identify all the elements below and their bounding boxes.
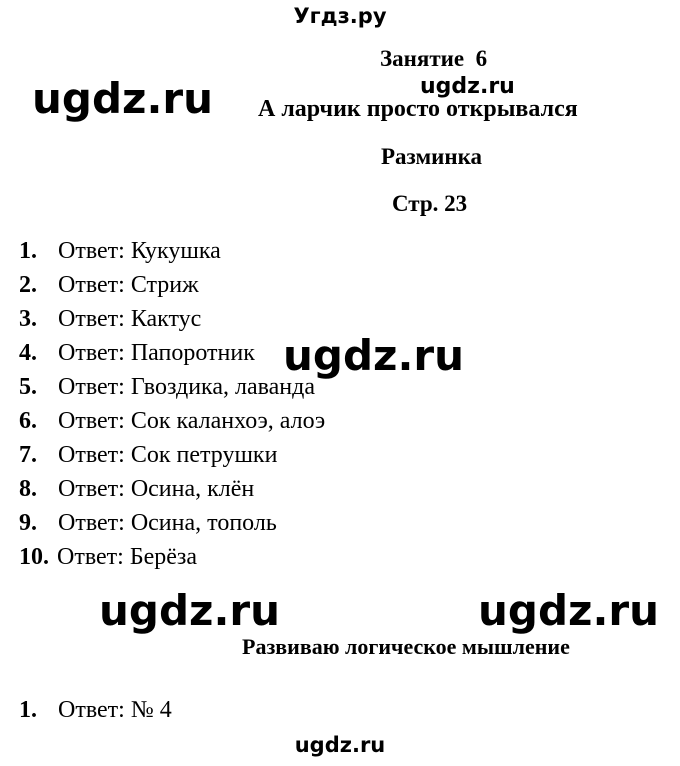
- item-number: 5.: [19, 374, 37, 400]
- watermark: ugdz.ru: [99, 586, 281, 635]
- list-item: [19, 540, 325, 574]
- answer-text: Ответ: Стриж: [58, 272, 199, 298]
- answer-text: Ответ: Сок каланхоэ, алоэ: [58, 408, 326, 434]
- list-item: [19, 336, 325, 370]
- item-number: 8.: [19, 476, 37, 502]
- item-number: 3.: [19, 306, 37, 332]
- item-number: 1.: [19, 238, 37, 264]
- item-number: 2.: [19, 272, 37, 298]
- logic-answer-item: [19, 693, 172, 727]
- answer-text: Ответ: Берёза: [57, 544, 198, 570]
- list-item: [19, 404, 325, 438]
- answer-text: Ответ: Сок петрушки: [58, 442, 278, 468]
- item-number: 4.: [19, 340, 37, 366]
- site-header: Угдз.ру: [293, 4, 387, 28]
- warmup-answer-list: [19, 234, 325, 574]
- answer-text: Ответ: Папоротник: [58, 340, 255, 366]
- lesson-subtitle: А ларчик просто открывался: [258, 96, 578, 122]
- lesson-title: Занятие 6: [380, 46, 488, 71]
- watermark: ugdz.ru: [420, 74, 515, 99]
- list-item: [19, 234, 325, 268]
- answer-text: Ответ: Гвоздика, лаванда: [58, 374, 316, 400]
- logic-heading: Развиваю логическое мышление: [242, 634, 570, 659]
- item-number: 7.: [19, 442, 37, 468]
- watermark: ugdz.ru: [478, 586, 660, 635]
- list-item: [19, 302, 325, 336]
- answer-text: Ответ: Кукушка: [58, 238, 221, 264]
- answer-text: Ответ: № 4: [58, 697, 172, 723]
- list-item: [19, 506, 325, 540]
- item-number: 10.: [19, 544, 49, 570]
- site-footer: ugdz.ru: [294, 733, 386, 757]
- page-reference: Стр. 23: [392, 191, 468, 216]
- list-item: [19, 438, 325, 472]
- answer-text: Ответ: Осина, клён: [58, 476, 255, 502]
- item-number: 6.: [19, 408, 37, 434]
- list-item: [19, 268, 325, 302]
- warmup-heading: Разминка: [381, 144, 483, 169]
- item-number: 9.: [19, 510, 37, 536]
- answer-text: Ответ: Кактус: [58, 306, 202, 332]
- answer-text: Ответ: Осина, тополь: [58, 510, 277, 536]
- watermark: ugdz.ru: [32, 74, 214, 123]
- watermark: ugdz.ru: [283, 331, 465, 380]
- list-item: [19, 370, 325, 404]
- list-item: [19, 472, 325, 506]
- item-number: 1.: [19, 697, 37, 723]
